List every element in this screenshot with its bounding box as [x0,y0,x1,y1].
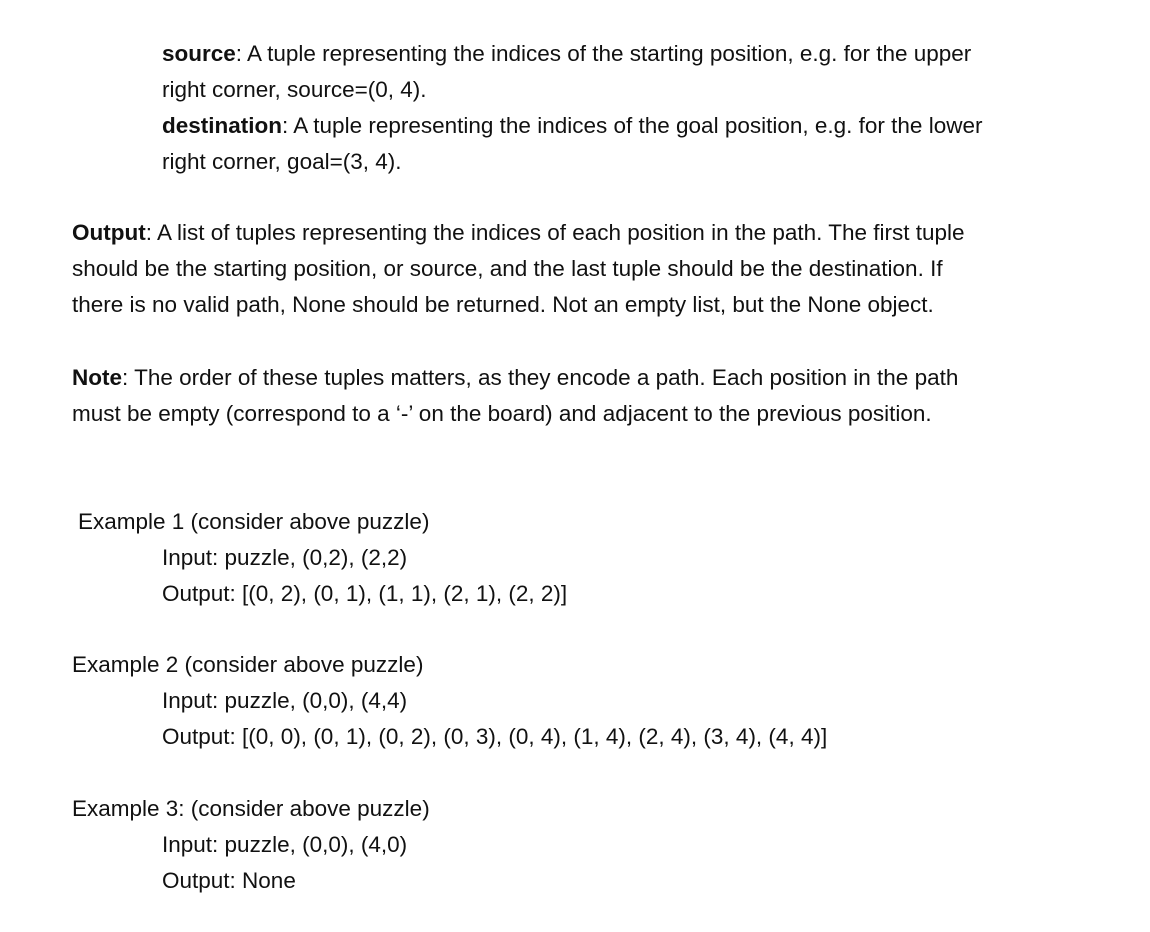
source-term: source [162,41,236,66]
note-line-2: must be empty (correspond to a ‘-’ on the board) and adjacent to the previous position. [72,401,932,426]
source-description: : A tuple representing the indices of the starting position, e.g. for the upper [235,41,972,66]
example-1-title: Example 1 (consider above puzzle) [78,509,430,534]
note-term: Note [72,365,122,390]
source-param-line-1 [162,36,971,72]
output-description: : A list of tuples representing the indices of each position in the path. The first tuple [145,220,965,245]
destination-param-line-1 [162,108,982,144]
output-term: Output [72,220,146,245]
output-line-2: should be the starting position, or source, and the last tuple should be the destination. If [72,256,943,281]
note-line-1 [72,360,958,396]
destination-description: : A tuple representing the indices of the goal position, e.g. for the lower [282,113,983,138]
example-1-input: Input: puzzle, (0,2), (2,2) [162,545,408,570]
note-description: : The order of these tuples matters, as they encode a path. Each position in the path [122,365,959,390]
example-3-title: Example 3: (consider above puzzle) [72,796,430,821]
example-2-output: Output: [(0, 0), (0, 1), (0, 2), (0, 3), (0, 4), (1, 4), (2, 4), (3, 4), (4, 4)] [162,724,828,749]
destination-param-line-2: right corner, goal=(3, 4). [162,149,402,174]
example-3-output: Output: None [162,868,296,893]
source-param-line-2: right corner, source=(0, 4). [162,77,427,102]
output-line-1 [72,215,965,251]
example-1-output: Output: [(0, 2), (0, 1), (1, 1), (2, 1), (2, 2)] [162,581,568,606]
output-line-3: there is no valid path, None should be returned. Not an empty list, but the None object. [72,292,934,317]
example-2-title: Example 2 (consider above puzzle) [72,652,424,677]
example-3-input: Input: puzzle, (0,0), (4,0) [162,832,408,857]
destination-term: destination [162,113,283,138]
example-2-input: Input: puzzle, (0,0), (4,4) [162,688,408,713]
